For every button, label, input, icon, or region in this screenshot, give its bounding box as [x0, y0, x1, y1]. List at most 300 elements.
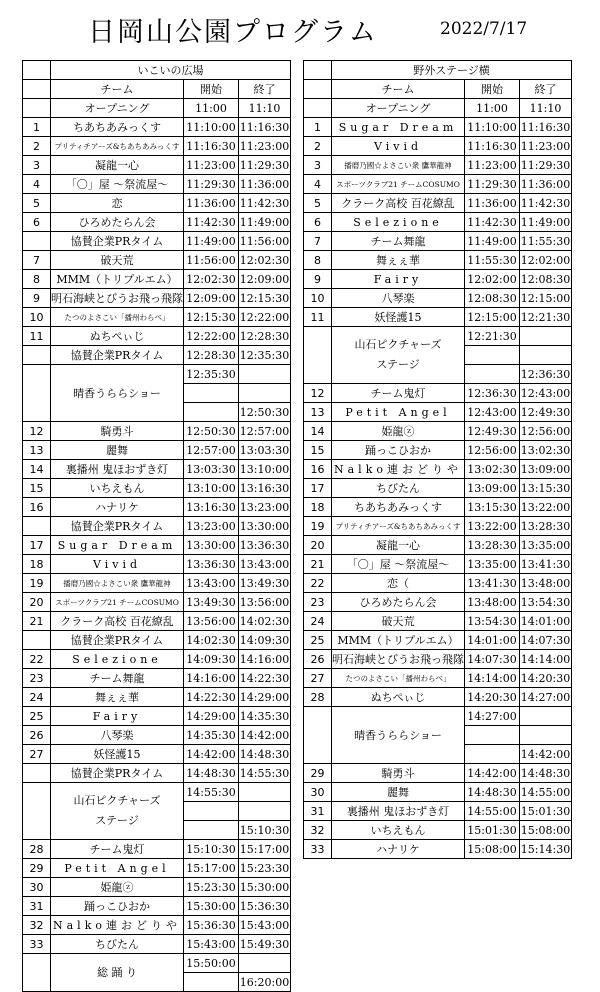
end-time: 11:29:30 — [239, 156, 291, 175]
start-time: 13:15:30 — [465, 498, 520, 517]
table-row — [304, 650, 572, 669]
team-name: プリティチアーズ&ちあちあみっくす — [51, 137, 184, 156]
end-time: 15:49:30 — [239, 935, 291, 954]
row-number: 19 — [304, 517, 332, 536]
table-row — [304, 479, 572, 498]
team-name: Sugar Dream — [332, 118, 465, 137]
team-name: Selezione — [332, 213, 465, 232]
end-time: 14:22:30 — [239, 669, 291, 688]
team-name: MMM（トリプルエム） — [332, 631, 465, 650]
table-row — [23, 612, 291, 631]
team-name: オープニング — [332, 99, 465, 118]
end-time: 12:57:00 — [239, 422, 291, 441]
table-row — [23, 897, 291, 916]
row-number: 10 — [23, 308, 51, 327]
row-number: 5 — [23, 194, 51, 213]
end-time: 14:07:30 — [520, 631, 572, 650]
end-time: 15:23:30 — [239, 859, 291, 878]
end-time: 11:16:30 — [239, 118, 291, 137]
team-name: 「〇」屋 〜祭流屋〜 — [51, 175, 184, 194]
start-time-blank — [184, 973, 239, 992]
row-number: 15 — [23, 479, 51, 498]
start-time: 15:08:00 — [465, 840, 520, 859]
row-number — [304, 99, 332, 118]
end-time-blank — [239, 954, 291, 973]
end-time: 12:15:00 — [520, 289, 572, 308]
row-number: 4 — [23, 175, 51, 194]
table-row — [304, 137, 572, 156]
end-time: 15:36:30 — [239, 897, 291, 916]
table-row — [304, 289, 572, 308]
table-row — [304, 555, 572, 574]
team-name: MMM（トリプルエム） — [51, 270, 184, 289]
row-number: 26 — [23, 726, 51, 745]
end-time: 13:15:30 — [520, 479, 572, 498]
column-header-start: 開始 — [184, 80, 239, 99]
start-time: 14:02:30 — [184, 631, 239, 650]
start-time: 14:55:00 — [465, 802, 520, 821]
page-date: 2022/7/17 — [440, 19, 528, 39]
table-row — [23, 517, 291, 536]
start-time: 14:29:00 — [184, 707, 239, 726]
team-name: 総 踊 り — [51, 954, 184, 992]
row-number: 5 — [304, 194, 332, 213]
row-number: 20 — [304, 536, 332, 555]
start-time: 15:50:00 — [184, 954, 239, 973]
team-name: いちえもん — [332, 821, 465, 840]
end-time-blank — [239, 384, 291, 403]
start-time: 15:23:30 — [184, 878, 239, 897]
table-row — [23, 441, 291, 460]
row-number: 8 — [23, 270, 51, 289]
row-number: 12 — [304, 384, 332, 403]
start-time: 12:15:30 — [184, 308, 239, 327]
table-row — [304, 308, 572, 327]
start-time: 14:42:00 — [184, 745, 239, 764]
start-time: 13:48:00 — [465, 593, 520, 612]
end-time: 13:30:00 — [239, 517, 291, 536]
table-row — [304, 517, 572, 536]
start-time: 13:56:00 — [184, 612, 239, 631]
end-time: 14:48:30 — [239, 745, 291, 764]
start-time: 13:54:30 — [465, 612, 520, 631]
end-time: 11:49:00 — [520, 213, 572, 232]
row-number: 23 — [304, 593, 332, 612]
end-time: 11:36:00 — [239, 175, 291, 194]
team-name: 山石ピクチャーズ ステージ — [51, 783, 184, 840]
column-header-team: チーム — [51, 80, 184, 99]
row-number: 12 — [23, 422, 51, 441]
end-time: 11:10 — [520, 99, 572, 118]
column-header-end: 終了 — [239, 80, 291, 99]
team-name: Petit Angel — [332, 403, 465, 422]
team-name: 「〇」屋 〜祭流屋〜 — [332, 555, 465, 574]
team-name: 妖怪護15 — [51, 745, 184, 764]
table-row — [304, 251, 572, 270]
table-row — [23, 194, 291, 213]
row-number: 25 — [304, 631, 332, 650]
start-time: 14:22:30 — [184, 688, 239, 707]
start-time: 14:48:30 — [465, 783, 520, 802]
venue-name: 野外ステージ横 — [332, 61, 572, 80]
team-name: 凝龍一心 — [332, 536, 465, 555]
team-name: 八琴楽 — [51, 726, 184, 745]
start-time: 13:09:00 — [465, 479, 520, 498]
start-time: 11:29:30 — [184, 175, 239, 194]
start-time: 12:15:00 — [465, 308, 520, 327]
end-time: 11:42:30 — [520, 194, 572, 213]
row-number: 14 — [23, 460, 51, 479]
row-number: 27 — [23, 745, 51, 764]
row-number: 21 — [304, 555, 332, 574]
table-row — [304, 631, 572, 650]
start-time-blank — [184, 384, 239, 403]
end-time: 14:27:00 — [520, 688, 572, 707]
start-time: 12:21:30 — [465, 327, 520, 346]
start-time: 11:00 — [184, 99, 239, 118]
end-time: 14:02:30 — [239, 612, 291, 631]
row-number: 29 — [304, 764, 332, 783]
team-name: 八琴楽 — [332, 289, 465, 308]
row-number: 1 — [304, 118, 332, 137]
team-name: 恋（ — [332, 574, 465, 593]
column-header-team: チーム — [332, 80, 465, 99]
end-time: 14:09:30 — [239, 631, 291, 650]
team-name: いちえもん — [51, 479, 184, 498]
end-time: 11:55:30 — [520, 232, 572, 251]
row-number: 6 — [304, 213, 332, 232]
row-number: 30 — [304, 783, 332, 802]
row-number: 1 — [23, 118, 51, 137]
table-row — [23, 270, 291, 289]
table-row — [304, 441, 572, 460]
team-name: Fairy — [51, 707, 184, 726]
schedule-table-outdoor-stage — [303, 60, 572, 859]
team-name: Fairy — [332, 270, 465, 289]
team-name: 舞ぇぇ華 — [51, 688, 184, 707]
table-row — [304, 118, 572, 137]
row-number: 8 — [304, 251, 332, 270]
start-time: 11:49:00 — [465, 232, 520, 251]
row-number — [23, 764, 51, 783]
start-time: 11:23:00 — [465, 156, 520, 175]
row-number: 22 — [23, 650, 51, 669]
start-time: 11:42:30 — [465, 213, 520, 232]
venue-name: いこいの広場 — [51, 61, 291, 80]
team-name: クラーク高校 百花繚乱 — [332, 194, 465, 213]
start-time: 11:16:30 — [184, 137, 239, 156]
table-row — [23, 916, 291, 935]
table-row — [23, 954, 291, 973]
start-time: 12:22:00 — [184, 327, 239, 346]
team-name: Petit Angel — [51, 859, 184, 878]
start-time: 12:43:00 — [465, 403, 520, 422]
team-name: 姫龍ⓩ — [332, 422, 465, 441]
end-time: 13:49:30 — [239, 574, 291, 593]
table-row — [23, 479, 291, 498]
end-time: 15:17:00 — [239, 840, 291, 859]
end-time: 14:35:30 — [239, 707, 291, 726]
team-name: 破天荒 — [51, 251, 184, 270]
start-time: 13:03:30 — [184, 460, 239, 479]
table-row — [23, 422, 291, 441]
row-number — [23, 783, 51, 840]
header-blank — [23, 61, 51, 80]
row-number — [23, 365, 51, 422]
team-name: ちびたん — [332, 479, 465, 498]
team-name: 裏播州 鬼ほおずき灯 — [332, 802, 465, 821]
start-time: 11:10:00 — [184, 118, 239, 137]
start-time: 11:16:30 — [465, 137, 520, 156]
end-time: 12:35:30 — [239, 346, 291, 365]
table-row — [304, 783, 572, 802]
end-time: 13:16:30 — [239, 479, 291, 498]
table-row — [23, 156, 291, 175]
end-time: 12:36:30 — [520, 365, 572, 384]
row-number: 26 — [304, 650, 332, 669]
row-number: 6 — [23, 213, 51, 232]
start-time: 15:17:00 — [184, 859, 239, 878]
end-time: 16:20:00 — [239, 973, 291, 992]
end-time-blank — [520, 327, 572, 346]
start-time-blank — [465, 726, 520, 745]
row-number: 27 — [304, 669, 332, 688]
table-row — [304, 194, 572, 213]
start-time: 14:48:30 — [184, 764, 239, 783]
table-row — [23, 878, 291, 897]
team-name: ちあちあみっくす — [332, 498, 465, 517]
end-time: 13:09:00 — [520, 460, 572, 479]
row-number: 33 — [23, 935, 51, 954]
start-time-blank — [184, 821, 239, 840]
start-time: 13:49:30 — [184, 593, 239, 612]
table-row — [23, 365, 291, 384]
row-number — [304, 707, 332, 764]
team-name: ぬちぺぃじ — [51, 327, 184, 346]
start-time: 13:22:00 — [465, 517, 520, 536]
table-row — [23, 289, 291, 308]
end-time: 11:10 — [239, 99, 291, 118]
start-time: 11:56:00 — [184, 251, 239, 270]
team-name: オープニング — [51, 99, 184, 118]
end-time: 13:03:30 — [239, 441, 291, 460]
start-time-blank — [465, 745, 520, 764]
end-time: 13:56:00 — [239, 593, 291, 612]
table-row — [304, 175, 572, 194]
row-number: 21 — [23, 612, 51, 631]
table-row — [23, 859, 291, 878]
table-row — [304, 232, 572, 251]
start-time: 11:55:30 — [465, 251, 520, 270]
start-time: 12:56:00 — [465, 441, 520, 460]
end-time: 13:54:30 — [520, 593, 572, 612]
team-name: 山石ピクチャーズ ステージ — [332, 327, 465, 384]
start-time: 13:35:00 — [465, 555, 520, 574]
start-time: 12:08:30 — [465, 289, 520, 308]
row-number: 15 — [304, 441, 332, 460]
row-number — [23, 517, 51, 536]
page-title: 日岡山公園プログラム — [88, 17, 378, 48]
column-header-row — [23, 80, 291, 99]
end-time: 15:14:30 — [520, 840, 572, 859]
end-time: 14:16:00 — [239, 650, 291, 669]
table-row — [304, 327, 572, 346]
team-name: 協賛企業PRタイム — [51, 517, 184, 536]
end-time: 14:42:00 — [239, 726, 291, 745]
table-row — [304, 403, 572, 422]
table-row — [23, 137, 291, 156]
team-name: 妖怪護15 — [332, 308, 465, 327]
table-row — [23, 213, 291, 232]
end-time-blank — [239, 365, 291, 384]
start-time: 15:36:30 — [184, 916, 239, 935]
start-time-blank — [184, 802, 239, 821]
row-number: 7 — [23, 251, 51, 270]
schedule-table-ikoi — [22, 60, 291, 992]
team-name: ちあちあみっくす — [51, 118, 184, 137]
end-time: 12:56:00 — [520, 422, 572, 441]
team-name: 麗舞 — [332, 783, 465, 802]
end-time: 14:55:30 — [239, 764, 291, 783]
table-row — [304, 764, 572, 783]
table-row — [23, 688, 291, 707]
team-name: 裏播州 鬼ほおずき灯 — [51, 460, 184, 479]
table-row — [23, 498, 291, 517]
end-time-blank — [520, 707, 572, 726]
start-time-blank — [465, 346, 520, 365]
table-row — [23, 593, 291, 612]
team-name: 明石海峡とびうお飛っ飛隊 — [51, 289, 184, 308]
end-time: 12:28:30 — [239, 327, 291, 346]
row-number — [23, 232, 51, 251]
table-row — [304, 498, 572, 517]
end-time: 13:41:30 — [520, 555, 572, 574]
end-time: 12:21:30 — [520, 308, 572, 327]
column-header-end: 終了 — [520, 80, 572, 99]
row-number: 17 — [23, 536, 51, 555]
end-time: 14:29:00 — [239, 688, 291, 707]
team-name: Nalko連おどりや — [51, 916, 184, 935]
row-number — [304, 327, 332, 384]
end-time-blank — [520, 726, 572, 745]
row-number: 28 — [23, 840, 51, 859]
row-number: 16 — [23, 498, 51, 517]
team-name: 晴香うららショー — [51, 365, 184, 422]
table-row — [23, 935, 291, 954]
start-time: 13:28:30 — [465, 536, 520, 555]
start-time: 12:36:30 — [465, 384, 520, 403]
team-name: 播磨乃國☆よさこい衆 鷹華龍神 — [332, 156, 465, 175]
row-number: 2 — [304, 137, 332, 156]
team-name: 協賛企業PRタイム — [51, 631, 184, 650]
table-row — [23, 764, 291, 783]
row-number: 4 — [304, 175, 332, 194]
team-name: Vivid — [51, 555, 184, 574]
table-row — [304, 384, 572, 403]
venue-header-row — [23, 61, 291, 80]
header-blank — [304, 61, 332, 80]
row-number: 30 — [23, 878, 51, 897]
team-name: 晴香うららショー — [332, 707, 465, 764]
row-number: 2 — [23, 137, 51, 156]
start-time: 14:55:30 — [184, 783, 239, 802]
team-name: 協賛企業PRタイム — [51, 346, 184, 365]
start-time: 15:01:30 — [465, 821, 520, 840]
end-time: 11:29:30 — [520, 156, 572, 175]
table-row — [23, 308, 291, 327]
start-time: 13:10:00 — [184, 479, 239, 498]
table-row — [23, 555, 291, 574]
team-name: チーム鬼灯 — [51, 840, 184, 859]
row-number: 31 — [23, 897, 51, 916]
end-time: 13:10:00 — [239, 460, 291, 479]
row-number: 11 — [304, 308, 332, 327]
table-row — [23, 118, 291, 137]
start-time: 12:49:30 — [465, 422, 520, 441]
end-time: 12:22:00 — [239, 308, 291, 327]
start-time: 13:41:30 — [465, 574, 520, 593]
end-time: 12:09:00 — [239, 270, 291, 289]
table-row — [304, 574, 572, 593]
end-time: 14:42:00 — [520, 745, 572, 764]
row-number: 18 — [23, 555, 51, 574]
table-row — [23, 707, 291, 726]
table-row — [23, 536, 291, 555]
team-name: Nalko連おどりや — [332, 460, 465, 479]
start-time: 15:30:00 — [184, 897, 239, 916]
team-name: スポーツクラブ21 チームCOSUMO — [332, 175, 465, 194]
table-row — [23, 669, 291, 688]
table-row — [304, 688, 572, 707]
end-time: 15:08:00 — [520, 821, 572, 840]
table-row — [304, 802, 572, 821]
end-time: 14:20:30 — [520, 669, 572, 688]
start-time: 13:02:30 — [465, 460, 520, 479]
start-time-blank — [184, 403, 239, 422]
row-number: 24 — [304, 612, 332, 631]
row-number: 7 — [304, 232, 332, 251]
start-time: 12:02:30 — [184, 270, 239, 289]
start-time: 14:14:00 — [465, 669, 520, 688]
end-time: 14:48:30 — [520, 764, 572, 783]
row-number: 24 — [23, 688, 51, 707]
team-name: Sugar Dream — [51, 536, 184, 555]
team-name: たつのよさこい「播州わらべ」 — [332, 669, 465, 688]
row-number: 3 — [23, 156, 51, 175]
start-time: 13:30:00 — [184, 536, 239, 555]
team-name: ひろめたらん会 — [332, 593, 465, 612]
end-time: 13:43:00 — [239, 555, 291, 574]
end-time: 12:02:30 — [239, 251, 291, 270]
start-time: 13:23:00 — [184, 517, 239, 536]
start-time: 12:50:30 — [184, 422, 239, 441]
team-name: 騎勇斗 — [332, 764, 465, 783]
end-time-blank — [520, 346, 572, 365]
column-header-blank — [304, 80, 332, 99]
team-name: スポーツクラブ21 チームCOSUMO — [51, 593, 184, 612]
row-number: 3 — [304, 156, 332, 175]
table-row — [304, 821, 572, 840]
column-header-row — [304, 80, 572, 99]
table-row — [304, 99, 572, 118]
table-row — [304, 213, 572, 232]
end-time: 15:43:00 — [239, 916, 291, 935]
start-time: 14:20:30 — [465, 688, 520, 707]
end-time: 12:50:30 — [239, 403, 291, 422]
start-time: 13:16:30 — [184, 498, 239, 517]
end-time: 11:23:00 — [520, 137, 572, 156]
start-time: 11:23:00 — [184, 156, 239, 175]
